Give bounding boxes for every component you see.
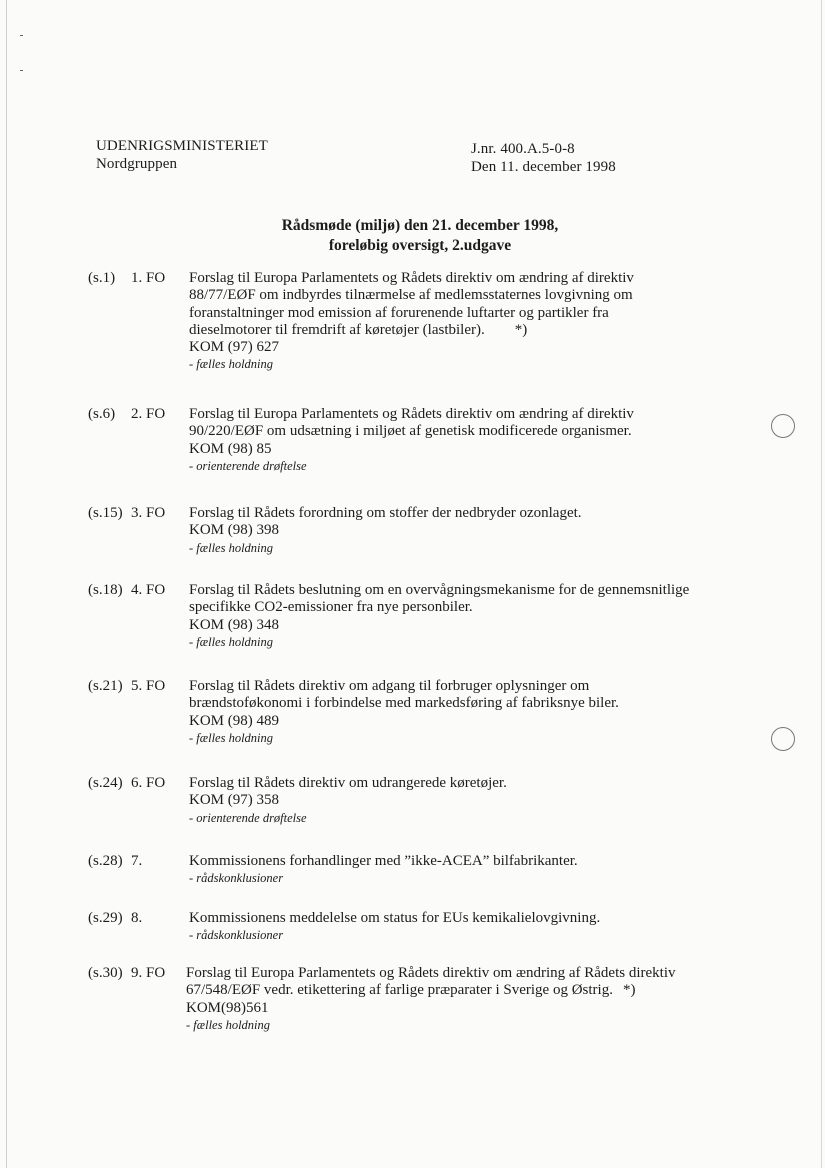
title-line-1: Rådsmøde (miljø) den 21. december 1998, <box>281 217 559 234</box>
item-page-ref: (s.18) <box>88 582 123 598</box>
document-title <box>0 216 825 256</box>
item-text-line: brændstoføkonomi i forbindelse med markedsføring af fabriksnye biler. <box>189 695 619 712</box>
title-line-2: foreløbig oversigt, 2.udgave <box>328 237 512 254</box>
punch-hole-bottom <box>771 727 795 751</box>
item-body <box>189 678 749 747</box>
item-page-ref: (s.29) <box>88 910 123 926</box>
item-number: 5. FO <box>131 678 166 694</box>
item-text-line: specifikke CO2-emissioner fra nye personbiler. <box>189 599 473 616</box>
item-body <box>189 505 749 557</box>
item-text: 67/548/EØF vedr. etikettering af farlige præparater i Sverige og Østrig. <box>186 982 613 999</box>
document-date: Den 11. december 1998 <box>471 159 616 175</box>
item-page-ref: (s.1) <box>88 270 116 286</box>
item-text-line: Kommissionens forhandlinger med ”ikke-ACEA” bilfabrikanter. <box>189 853 578 869</box>
item-page-ref: (s.15) <box>88 505 123 521</box>
item-body <box>186 965 746 1034</box>
scan-speck <box>20 70 23 71</box>
item-number: 2. FO <box>131 406 166 422</box>
sender-block <box>96 137 268 173</box>
item-page-ref: (s.24) <box>88 775 123 791</box>
item-status: - orienterende drøftelse <box>189 458 307 473</box>
item-page-ref: (s.30) <box>88 965 123 981</box>
item-kom-ref: KOM (97) 358 <box>189 792 279 809</box>
item-kom-ref: KOM(98)561 <box>186 999 269 1016</box>
item-kom-ref: KOM (98) 85 <box>189 440 272 457</box>
item-text-line: Forslag til Europa Parlamentets og Rådets direktiv om ændring af direktiv <box>189 270 634 286</box>
item-text-line: 90/220/EØF om udsætning i miljøet af genetisk modificerede organismer. <box>189 423 632 440</box>
item-text-line <box>186 982 746 999</box>
item-text-line: Forslag til Rådets direktiv om adgang til forbruger oplysninger om <box>189 678 590 694</box>
item-number: 3. FO <box>131 505 166 521</box>
item-text-line: 88/77/EØF om indbyrdes tilnærmelse af medlemsstaternes lovgivning om <box>189 287 633 304</box>
journal-number: J.nr. 400.A.5-0-8 <box>471 141 575 157</box>
item-status: - fælles holdning <box>189 357 274 372</box>
scan-speck <box>20 35 23 36</box>
item-status: - rådskonklusioner <box>189 871 284 886</box>
item-text-line: Forslag til Rådets beslutning om en overvågningsmekanisme for de gennemsnitlige <box>189 582 690 598</box>
item-kom-ref: KOM (98) 398 <box>189 522 279 539</box>
punch-hole-top <box>771 414 795 438</box>
item-text-line: Forslag til Europa Parlamentets og Rådets direktiv om ændring af Rådets direktiv <box>186 965 676 981</box>
item-number: 8. <box>131 910 143 926</box>
item-text-line: Forslag til Europa Parlamentets og Rådets direktiv om ændring af direktiv <box>189 406 634 422</box>
footnote-marker: *) <box>514 321 528 338</box>
item-status: - orienterende drøftelse <box>189 810 307 825</box>
item-kom-ref: KOM (98) 348 <box>189 616 279 633</box>
item-number: 1. FO <box>131 270 166 286</box>
item-text-line: Kommissionens meddelelse om status for EUs kemikalielovgivning. <box>189 910 601 926</box>
item-text-line <box>189 322 749 339</box>
item-status: - fælles holdning <box>186 1017 271 1032</box>
page-edge-right <box>821 0 822 1168</box>
item-body <box>189 853 749 887</box>
item-kom-ref: KOM (98) 489 <box>189 712 279 729</box>
item-body <box>189 910 749 944</box>
item-body <box>189 775 749 827</box>
item-body <box>189 582 749 651</box>
item-number: 4. FO <box>131 582 166 598</box>
ministry-name: UDENRIGSMINISTERIET <box>96 138 268 154</box>
page-edge-left <box>6 0 7 1168</box>
department-name: Nordgruppen <box>96 156 178 172</box>
item-text-line: Forslag til Rådets direktiv om udrangerede køretøjer. <box>189 775 507 791</box>
item-text-line: foranstaltninger mod emission af forurenende luftarter og partikler fra <box>189 304 609 321</box>
item-page-ref: (s.28) <box>88 853 123 869</box>
item-number: 6. FO <box>131 775 166 791</box>
item-page-ref: (s.21) <box>88 678 123 694</box>
item-status: - fælles holdning <box>189 730 274 745</box>
item-text-line: Forslag til Rådets forordning om stoffer der nedbryder ozonlaget. <box>189 505 582 521</box>
item-number: 9. FO <box>131 965 166 981</box>
item-status: - fælles holdning <box>189 634 274 649</box>
reference-block <box>471 140 616 176</box>
item-body <box>189 406 749 475</box>
item-kom-ref: KOM (97) 627 <box>189 339 279 356</box>
item-status: - rådskonklusioner <box>189 928 284 943</box>
item-text: dieselmotorer til fremdrift af køretøjer (lastbiler). <box>189 321 485 338</box>
item-number: 7. <box>131 853 143 869</box>
footnote-marker: *) <box>622 982 636 999</box>
item-page-ref: (s.6) <box>88 406 116 422</box>
item-body <box>189 270 749 373</box>
item-status: - fælles holdning <box>189 540 274 555</box>
